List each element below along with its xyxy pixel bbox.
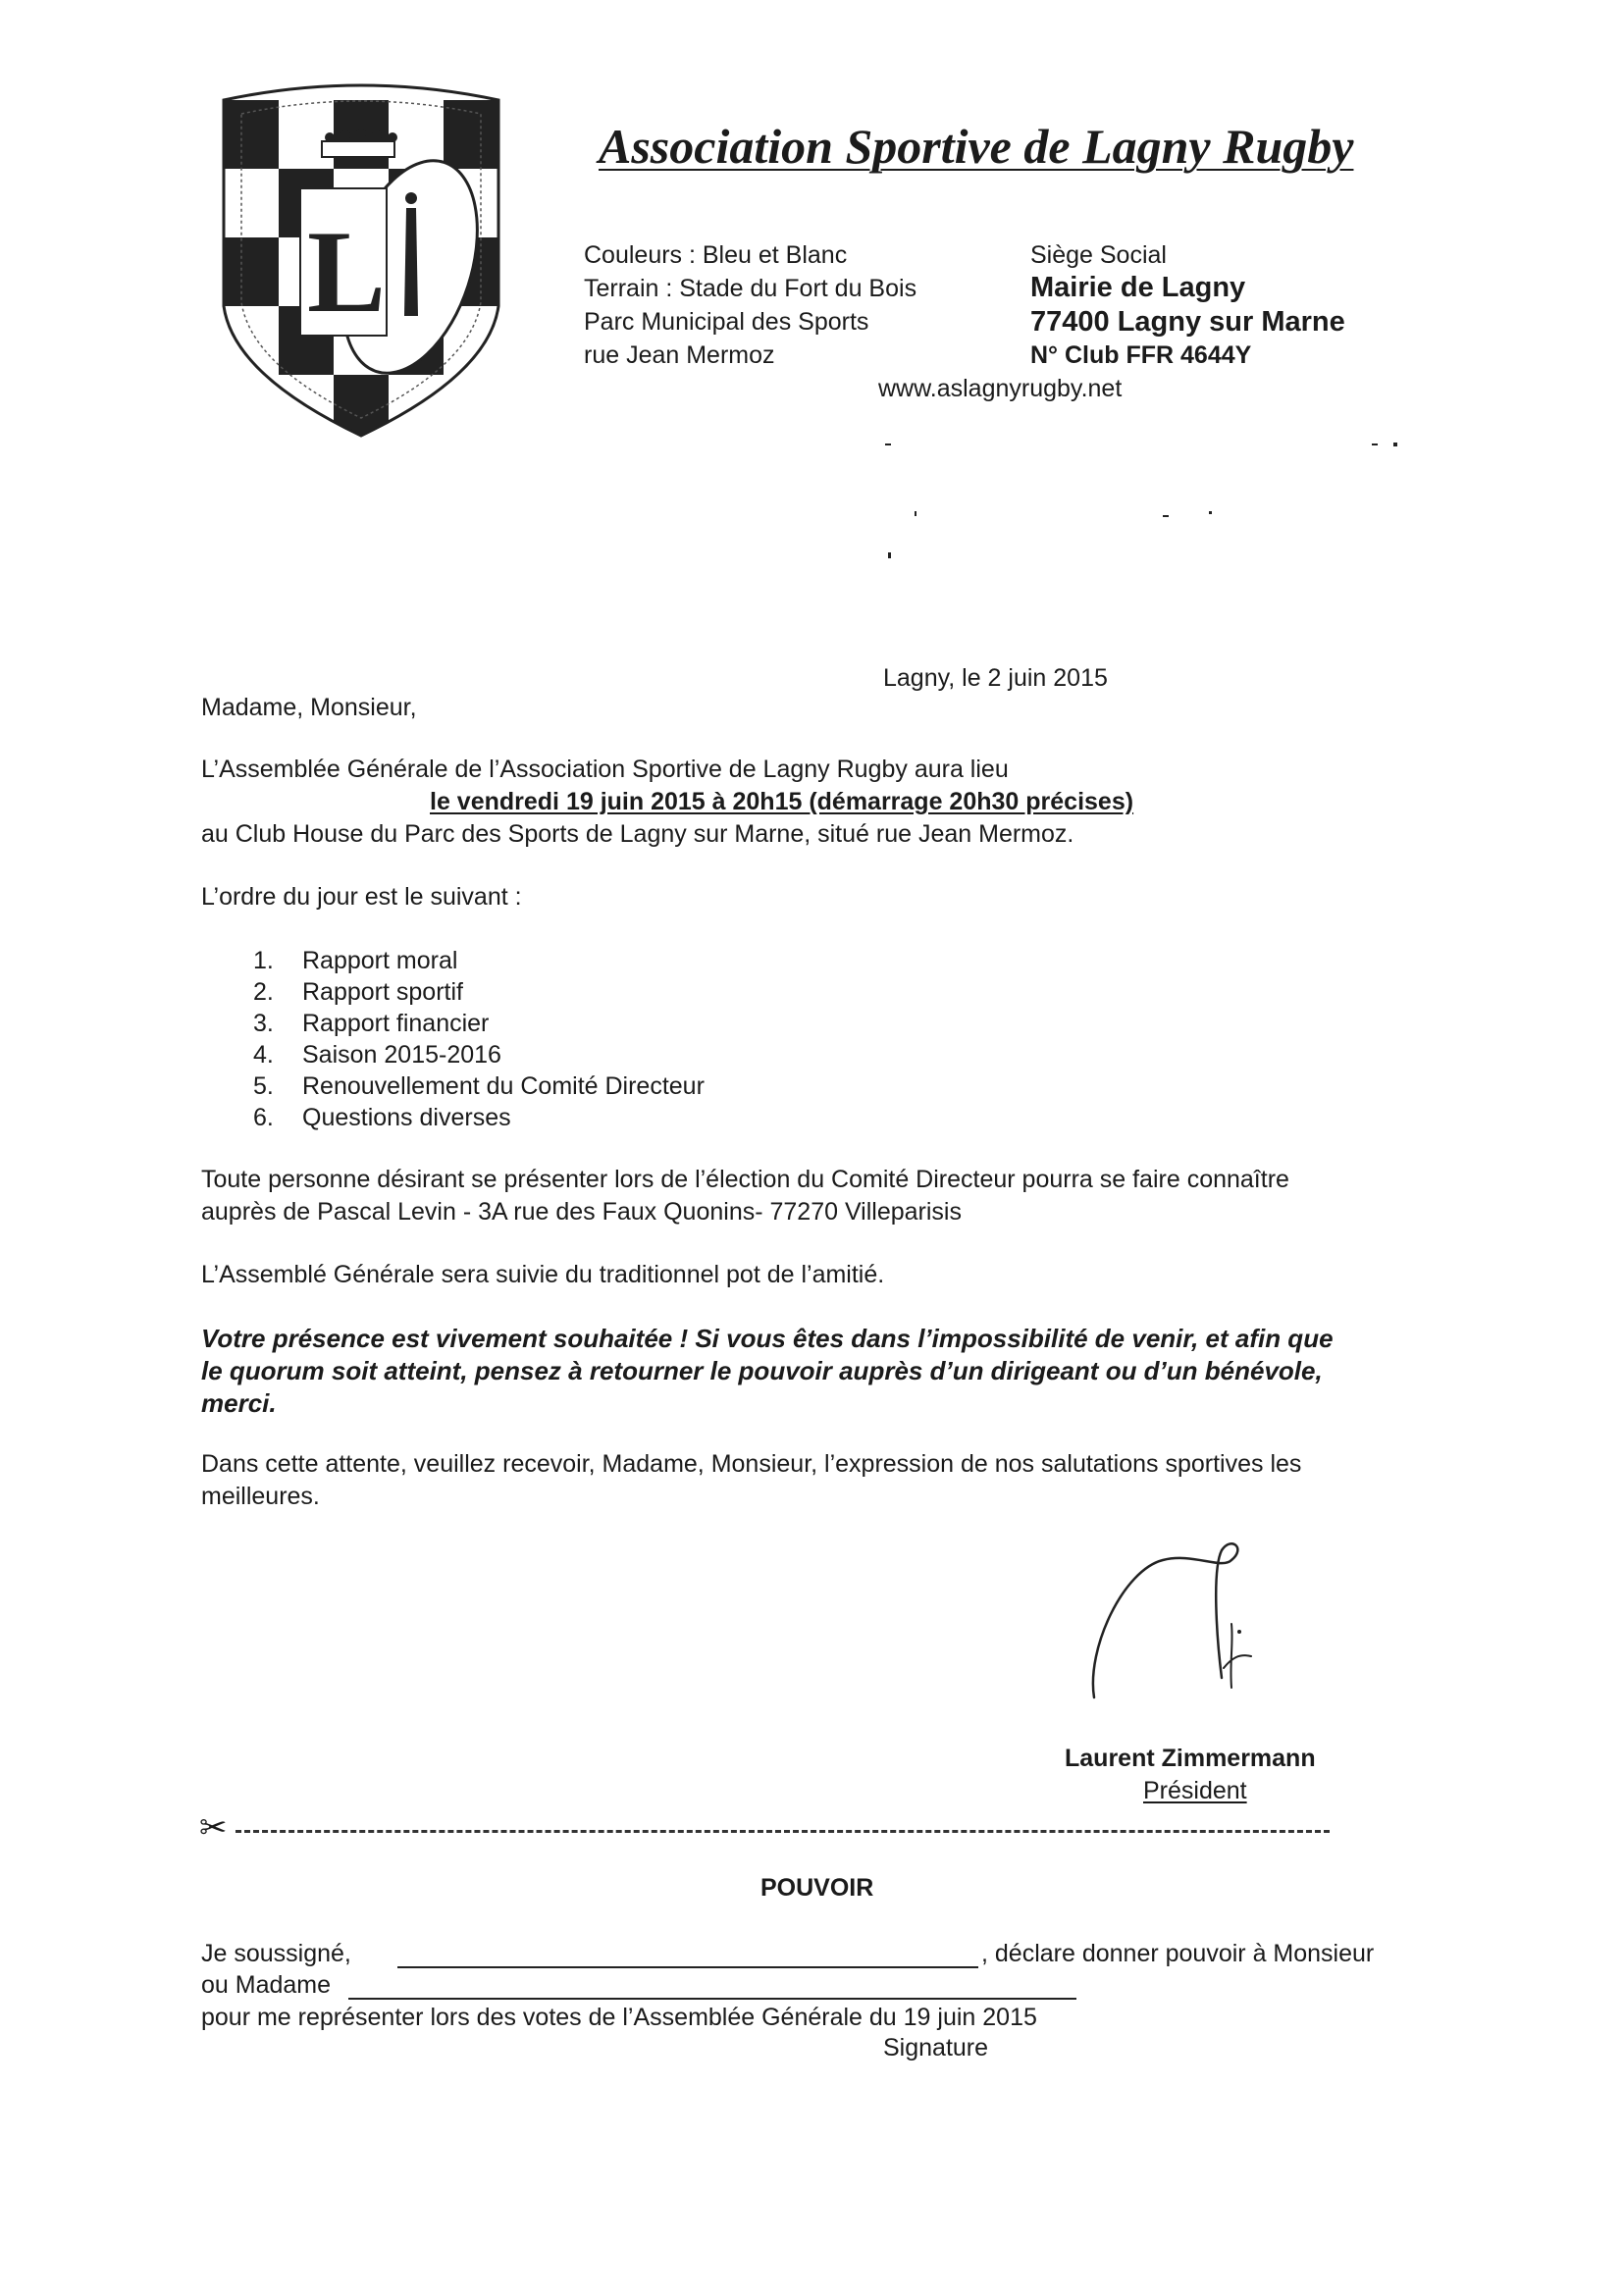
proxy-name-blank-field[interactable] bbox=[348, 1998, 1076, 2000]
signer-role: Président bbox=[1143, 1777, 1247, 1804]
signer-name: Laurent Zimmermann bbox=[1065, 1745, 1316, 1772]
emphasis-line: Votre présence est vivement souhaitée ! Si vous êtes dans l’impossibilité de venir, et afin que bbox=[201, 1324, 1334, 1353]
emphasis-line: le quorum soit atteint, pensez à retourner le pouvoir auprès d’un dirigeant ou d’un bénévole, bbox=[201, 1356, 1323, 1385]
club-ground: Terrain : Stade du Fort du Bois bbox=[584, 275, 917, 302]
candidates-address: auprès de Pascal Levin - 3A rue des Faux Quonins- 77270 Villeparisis bbox=[201, 1198, 962, 1226]
scan-speck bbox=[915, 511, 916, 516]
svg-text:L: L bbox=[307, 206, 387, 337]
siege-name: Mairie de Lagny bbox=[1030, 272, 1246, 303]
form-line-end: , déclare donner pouvoir à Monsieur bbox=[981, 1940, 1375, 1967]
club-colors: Couleurs : Bleu et Blanc bbox=[584, 241, 848, 269]
intro-line: L’Assemblée Générale de l’Association Sportive de Lagny Rugby aura lieu bbox=[201, 756, 1009, 783]
agenda-item: 6. Questions diverses bbox=[253, 1104, 511, 1131]
agenda-item: 3. Rapport financier bbox=[253, 1010, 490, 1037]
form-line-start: Je soussigné, bbox=[201, 1940, 351, 1967]
scan-speck bbox=[888, 552, 891, 558]
name-blank-field[interactable] bbox=[397, 1966, 978, 1968]
closing-line: Dans cette attente, veuillez recevoir, Madame, Monsieur, l’expression de nos salutations sportives les bbox=[201, 1450, 1302, 1478]
agenda-item: 1. Rapport moral bbox=[253, 947, 458, 974]
agenda-item: 2. Rapport sportif bbox=[253, 978, 463, 1006]
emphasis-line: merci. bbox=[201, 1388, 277, 1418]
form-title: POUVOIR bbox=[760, 1874, 874, 1902]
agenda-intro: L’ordre du jour est le suivant : bbox=[201, 883, 522, 911]
closing-line: meilleures. bbox=[201, 1483, 320, 1510]
club-crest-logo bbox=[214, 80, 508, 444]
agenda-item: 5. Renouvellement du Comité Directeur bbox=[253, 1072, 705, 1100]
salutation: Madame, Monsieur, bbox=[201, 694, 417, 721]
letter-date: Lagny, le 2 juin 2015 bbox=[883, 664, 1108, 692]
form-line-madame: ou Madame bbox=[201, 1971, 332, 1999]
siege-city: 77400 Lagny sur Marne bbox=[1030, 306, 1345, 338]
club-website: www.aslagnyrugby.net bbox=[878, 375, 1123, 402]
form-line-representation: pour me représenter lors des votes de l’Assemblée Générale du 19 juin 2015 bbox=[201, 2004, 1037, 2031]
scan-speck bbox=[1372, 444, 1378, 445]
handwritten-signature bbox=[1084, 1531, 1320, 1707]
candidates-line: Toute personne désirant se présenter lors de l’élection du Comité Directeur pourra se faire connaître bbox=[201, 1166, 1289, 1193]
club-number: N° Club FFR 4644Y bbox=[1030, 341, 1252, 369]
agenda-item: 4. Saison 2015-2016 bbox=[253, 1041, 501, 1069]
scissors-icon: ✂ bbox=[199, 1809, 228, 1847]
signature-label: Signature bbox=[883, 2034, 989, 2061]
scan-speck bbox=[1393, 443, 1397, 446]
club-park: Parc Municipal des Sports bbox=[584, 308, 869, 336]
club-street: rue Jean Mermoz bbox=[584, 341, 775, 369]
scan-speck bbox=[1163, 515, 1169, 517]
meeting-date: le vendredi 19 juin 2015 à 20h15 (démarrage 20h30 précises) bbox=[430, 788, 1134, 815]
cut-line bbox=[236, 1830, 1330, 1833]
siege-label: Siège Social bbox=[1030, 241, 1167, 269]
scan-speck bbox=[885, 444, 891, 445]
scan-speck bbox=[1209, 511, 1212, 514]
meeting-place: au Club House du Parc des Sports de Lagny sur Marne, situé rue Jean Mermoz. bbox=[201, 820, 1074, 848]
agenda-list bbox=[253, 945, 705, 1133]
aperitif-note: L’Assemblé Générale sera suivie du traditionnel pot de l’amitié. bbox=[201, 1261, 885, 1288]
club-title: Association Sportive de Lagny Rugby bbox=[599, 119, 1354, 174]
